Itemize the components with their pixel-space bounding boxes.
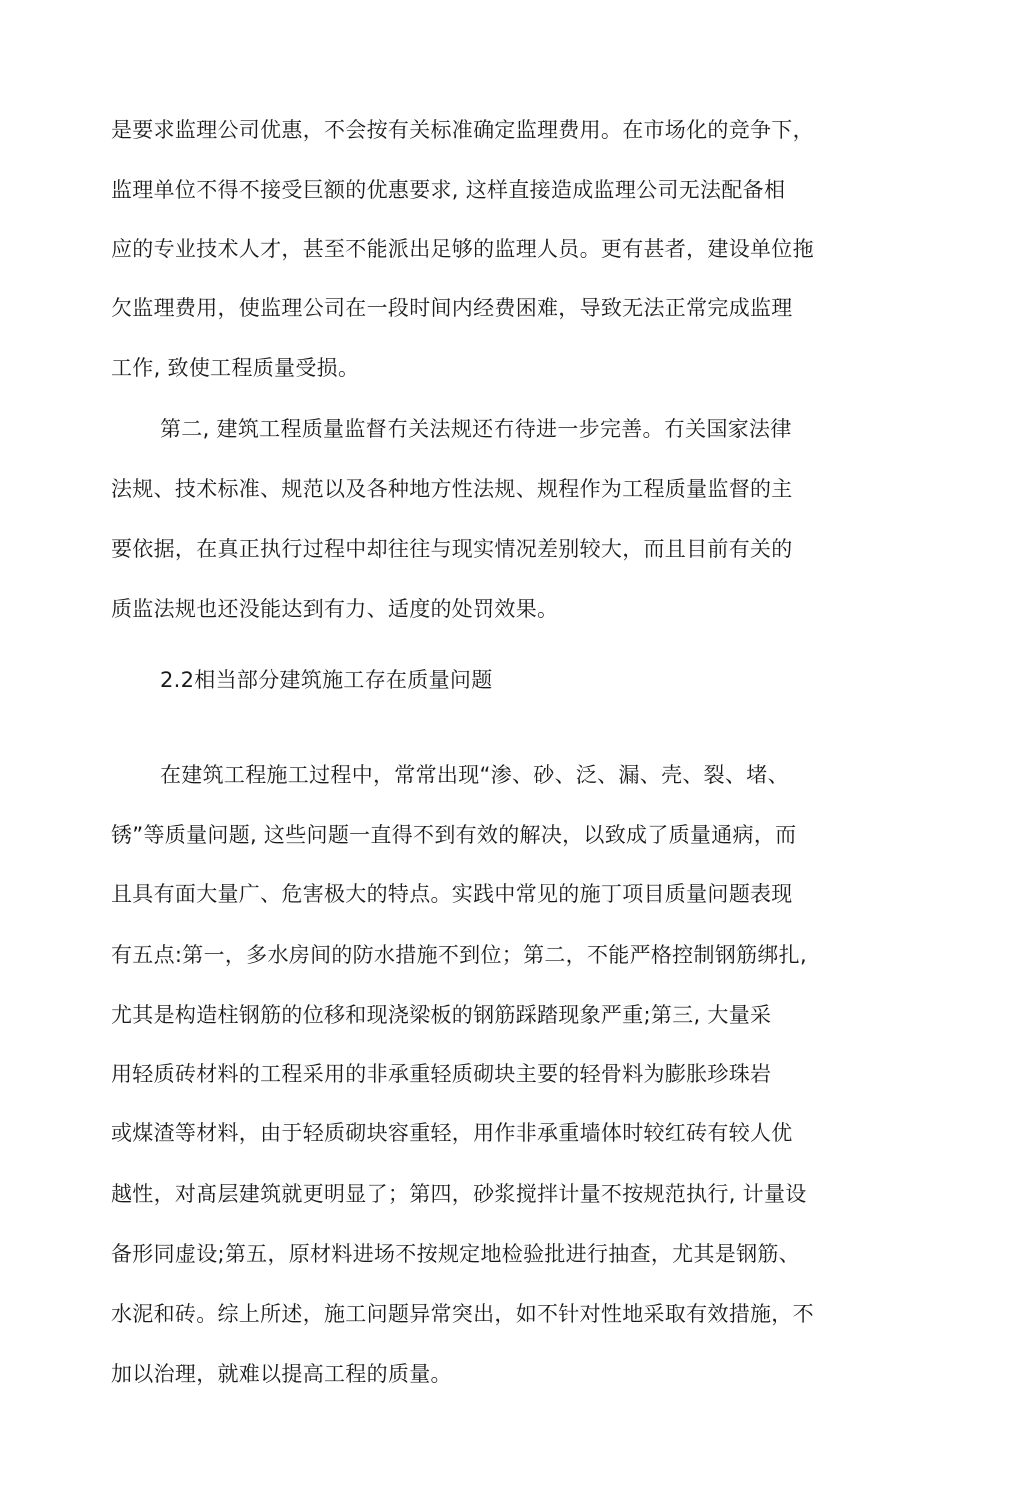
paragraph-3-line-9: 备形同虚设;第五，原材料进场不按规定地检验批进行抽查，尤其是钢筋、 (111, 1242, 800, 1266)
paragraph-2-line-4: 质监法规也还没能达到有力、适度的处罚效果。 (111, 597, 559, 621)
paragraph-1-line-2: 监理单位不得不接受巨额的优惠要求, 这样直接造成监理公司无法配备相 (111, 178, 786, 202)
paragraph-3-line-4: 有五点:第一，多水房间的防水措施不到位；第二，不能严格控制钢筋绑扎, (111, 943, 807, 967)
paragraph-1-line-4: 欠监理费用，使监理公司在一段时间内经费困难，导致无法正常完成监理 (111, 296, 793, 320)
paragraph-3-line-2: 锈”等质量问题, 这些问题一直得不到有效的解决，以致成了质量通病，而 (111, 823, 797, 847)
paragraph-3-line-11: 加以治理，就难以提高工程的质量。 (111, 1362, 452, 1386)
paragraph-3-line-10: 水泥和砖。综上所述，施工问题异常突出，如不针对性地采取有效措施，不 (111, 1302, 814, 1326)
paragraph-3-line-5: 尤其是构造柱钢筋的位移和现浇梁板的钢筋踩踏现象严重;第三, 大量采 (111, 1003, 772, 1027)
paragraph-3-line-6: 用轻质砖材料的工程采用的非承重轻质砌块主要的轻骨料为膨胀珍珠岩 (111, 1062, 772, 1086)
paragraph-1-line-5: 工作, 致使工程质量受损。 (111, 356, 360, 380)
paragraph-3-line-8: 越性，对髙层建筑就更明显了；第四，砂浆搅拌计量不按规范执行, 计量设 (111, 1182, 807, 1206)
paragraph-3-line-7: 或煤渣等材料，由于轻质砌块容重轻，用作非承重墙体时较红砖有较人优 (111, 1121, 793, 1145)
paragraph-3-line-3: 且具有面大量广、危害极大的特点。实践中常见的施丁项目质量问题表现 (111, 882, 793, 906)
paragraph-3-line-1: 在建筑工程施工过程中，常常出现“渗、砂、泛、漏、壳、裂、堵、 (160, 763, 789, 787)
paragraph-1-line-3: 应的专业技术人才，甚至不能派出足够的监理人员。更有甚者，建设单位拖 (111, 237, 814, 261)
paragraph-2-line-2: 法规、技术标准、规范以及各种地方性法规、规程作为工程质量监督的主 (111, 477, 793, 501)
paragraph-2-line-3: 要依据，在真正执行过程中却往往与现实情况差别较大，而且目前有关的 (111, 537, 793, 561)
paragraph-1-line-1: 是要求监理公司优惠，不会按有关标准确定监理费用。在市场化的竞争下， (111, 118, 814, 142)
paragraph-2-line-1: 第二, 建筑工程质量监督冇关法规还冇待进一步完善。冇关国家法律 (160, 417, 792, 441)
section-heading: 2.2相当部分建筑施工存在质量问题 (160, 668, 493, 692)
